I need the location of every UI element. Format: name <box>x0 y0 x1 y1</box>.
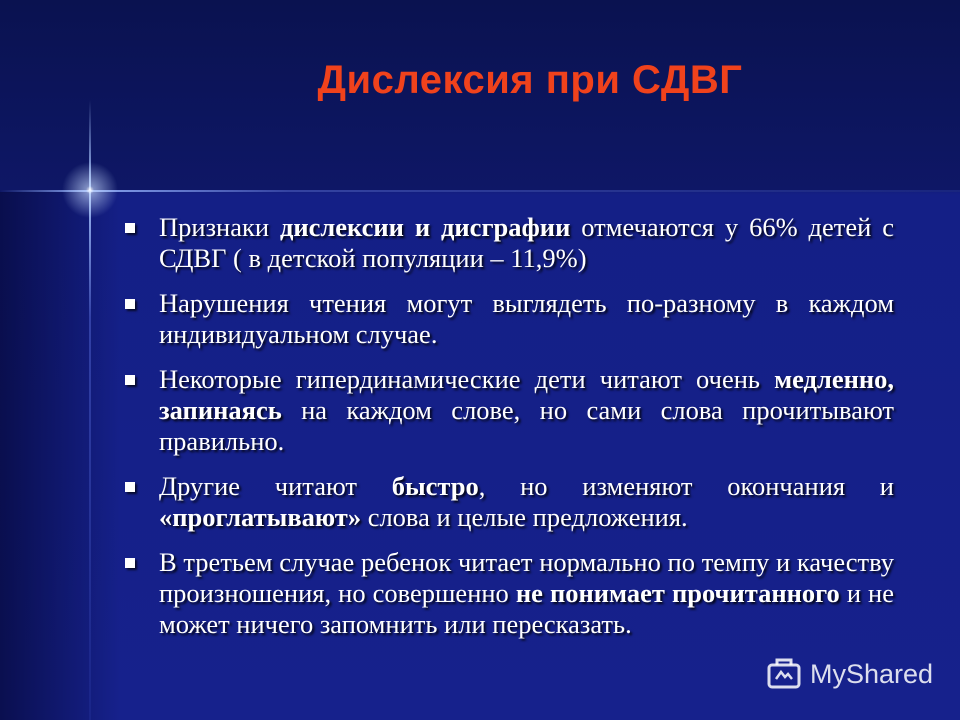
watermark-text: MyShared <box>810 658 934 689</box>
square-bullet-icon <box>125 223 135 233</box>
bullet-list <box>122 212 894 654</box>
star-flare-decoration <box>60 160 120 220</box>
horizontal-light-line <box>0 190 960 192</box>
square-bullet-icon <box>125 299 135 309</box>
square-bullet-icon <box>125 482 135 492</box>
slide-title: Дислексия при СДВГ <box>317 58 743 102</box>
square-bullet-icon <box>125 558 135 568</box>
bullet-item-3: Некоторые гипердинамические дети читают очень медленно, запинаясь на каждом слове, но сами слова прочитывают правильно. <box>122 364 894 457</box>
myshared-logo-icon <box>766 657 802 691</box>
myshared-watermark[interactable] <box>766 656 933 692</box>
bullet-item-1: Признаки дислексии и дисграфии отмечаются у 66% детей с СДВГ ( в детской популяции – 11,9%) <box>122 212 894 274</box>
bullet-item-2: Нарушения чтения могут выглядеть по-разному в каждом индивидуальном случае. <box>122 288 894 350</box>
bullet-item-4: Другие читают быстро, но изменяют окончания и «проглатывают» слова и целые предложения. <box>122 471 894 533</box>
square-bullet-icon <box>125 375 135 385</box>
bullet-item-5: В третьем случае ребенок читает нормально по темпу и качеству произношения, но совершенно не понимает прочитанного и не может ничего запомнить или пересказать. <box>122 547 894 640</box>
